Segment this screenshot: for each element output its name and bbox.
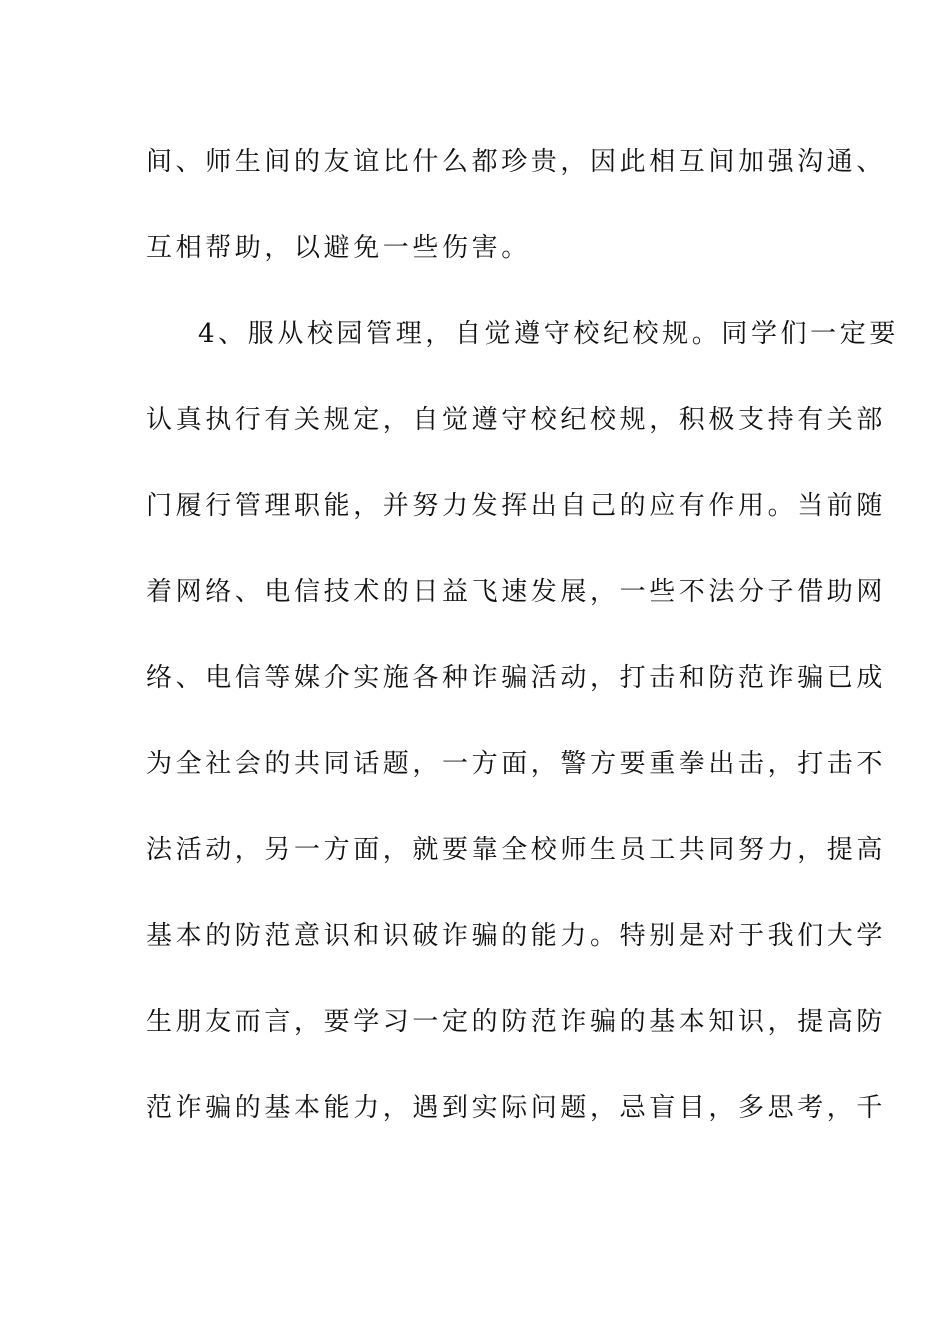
text-line: 着网络、电信技术的日益飞速发展，一些不法分子借助网	[146, 577, 887, 607]
text-line: 间、师生间的友谊比什么都珍贵，因此相互间加强沟通、	[146, 147, 887, 177]
text-line: 门履行管理职能，并努力发挥出自己的应有作用。当前随	[146, 491, 887, 521]
text-line: 生朋友而言，要学习一定的防范诈骗的基本知识，提高防	[146, 1007, 887, 1037]
text-line: 络、电信等媒介实施各种诈骗活动，打击和防范诈骗已成	[146, 663, 887, 693]
text-line: 认真执行有关规定，自觉遵守校纪校规，积极支持有关部	[146, 405, 887, 435]
paragraph-start-line: 4、服从校园管理，自觉遵守校纪校规。同学们一定要	[198, 319, 899, 349]
text-line: 法活动，另一方面，就要靠全校师生员工共同努力，提高	[146, 835, 887, 865]
body-text	[146, 136, 899, 1168]
text-line: 为全社会的共同话题，一方面，警方要重拳出击，打击不	[146, 749, 887, 779]
text-line: 范诈骗的基本能力，遇到实际问题，忌盲目，多思考，千	[146, 1093, 887, 1123]
text-line: 互相帮助，以避免一些伤害。	[146, 233, 531, 263]
text-line: 基本的防范意识和识破诈骗的能力。特别是对于我们大学	[146, 921, 887, 951]
